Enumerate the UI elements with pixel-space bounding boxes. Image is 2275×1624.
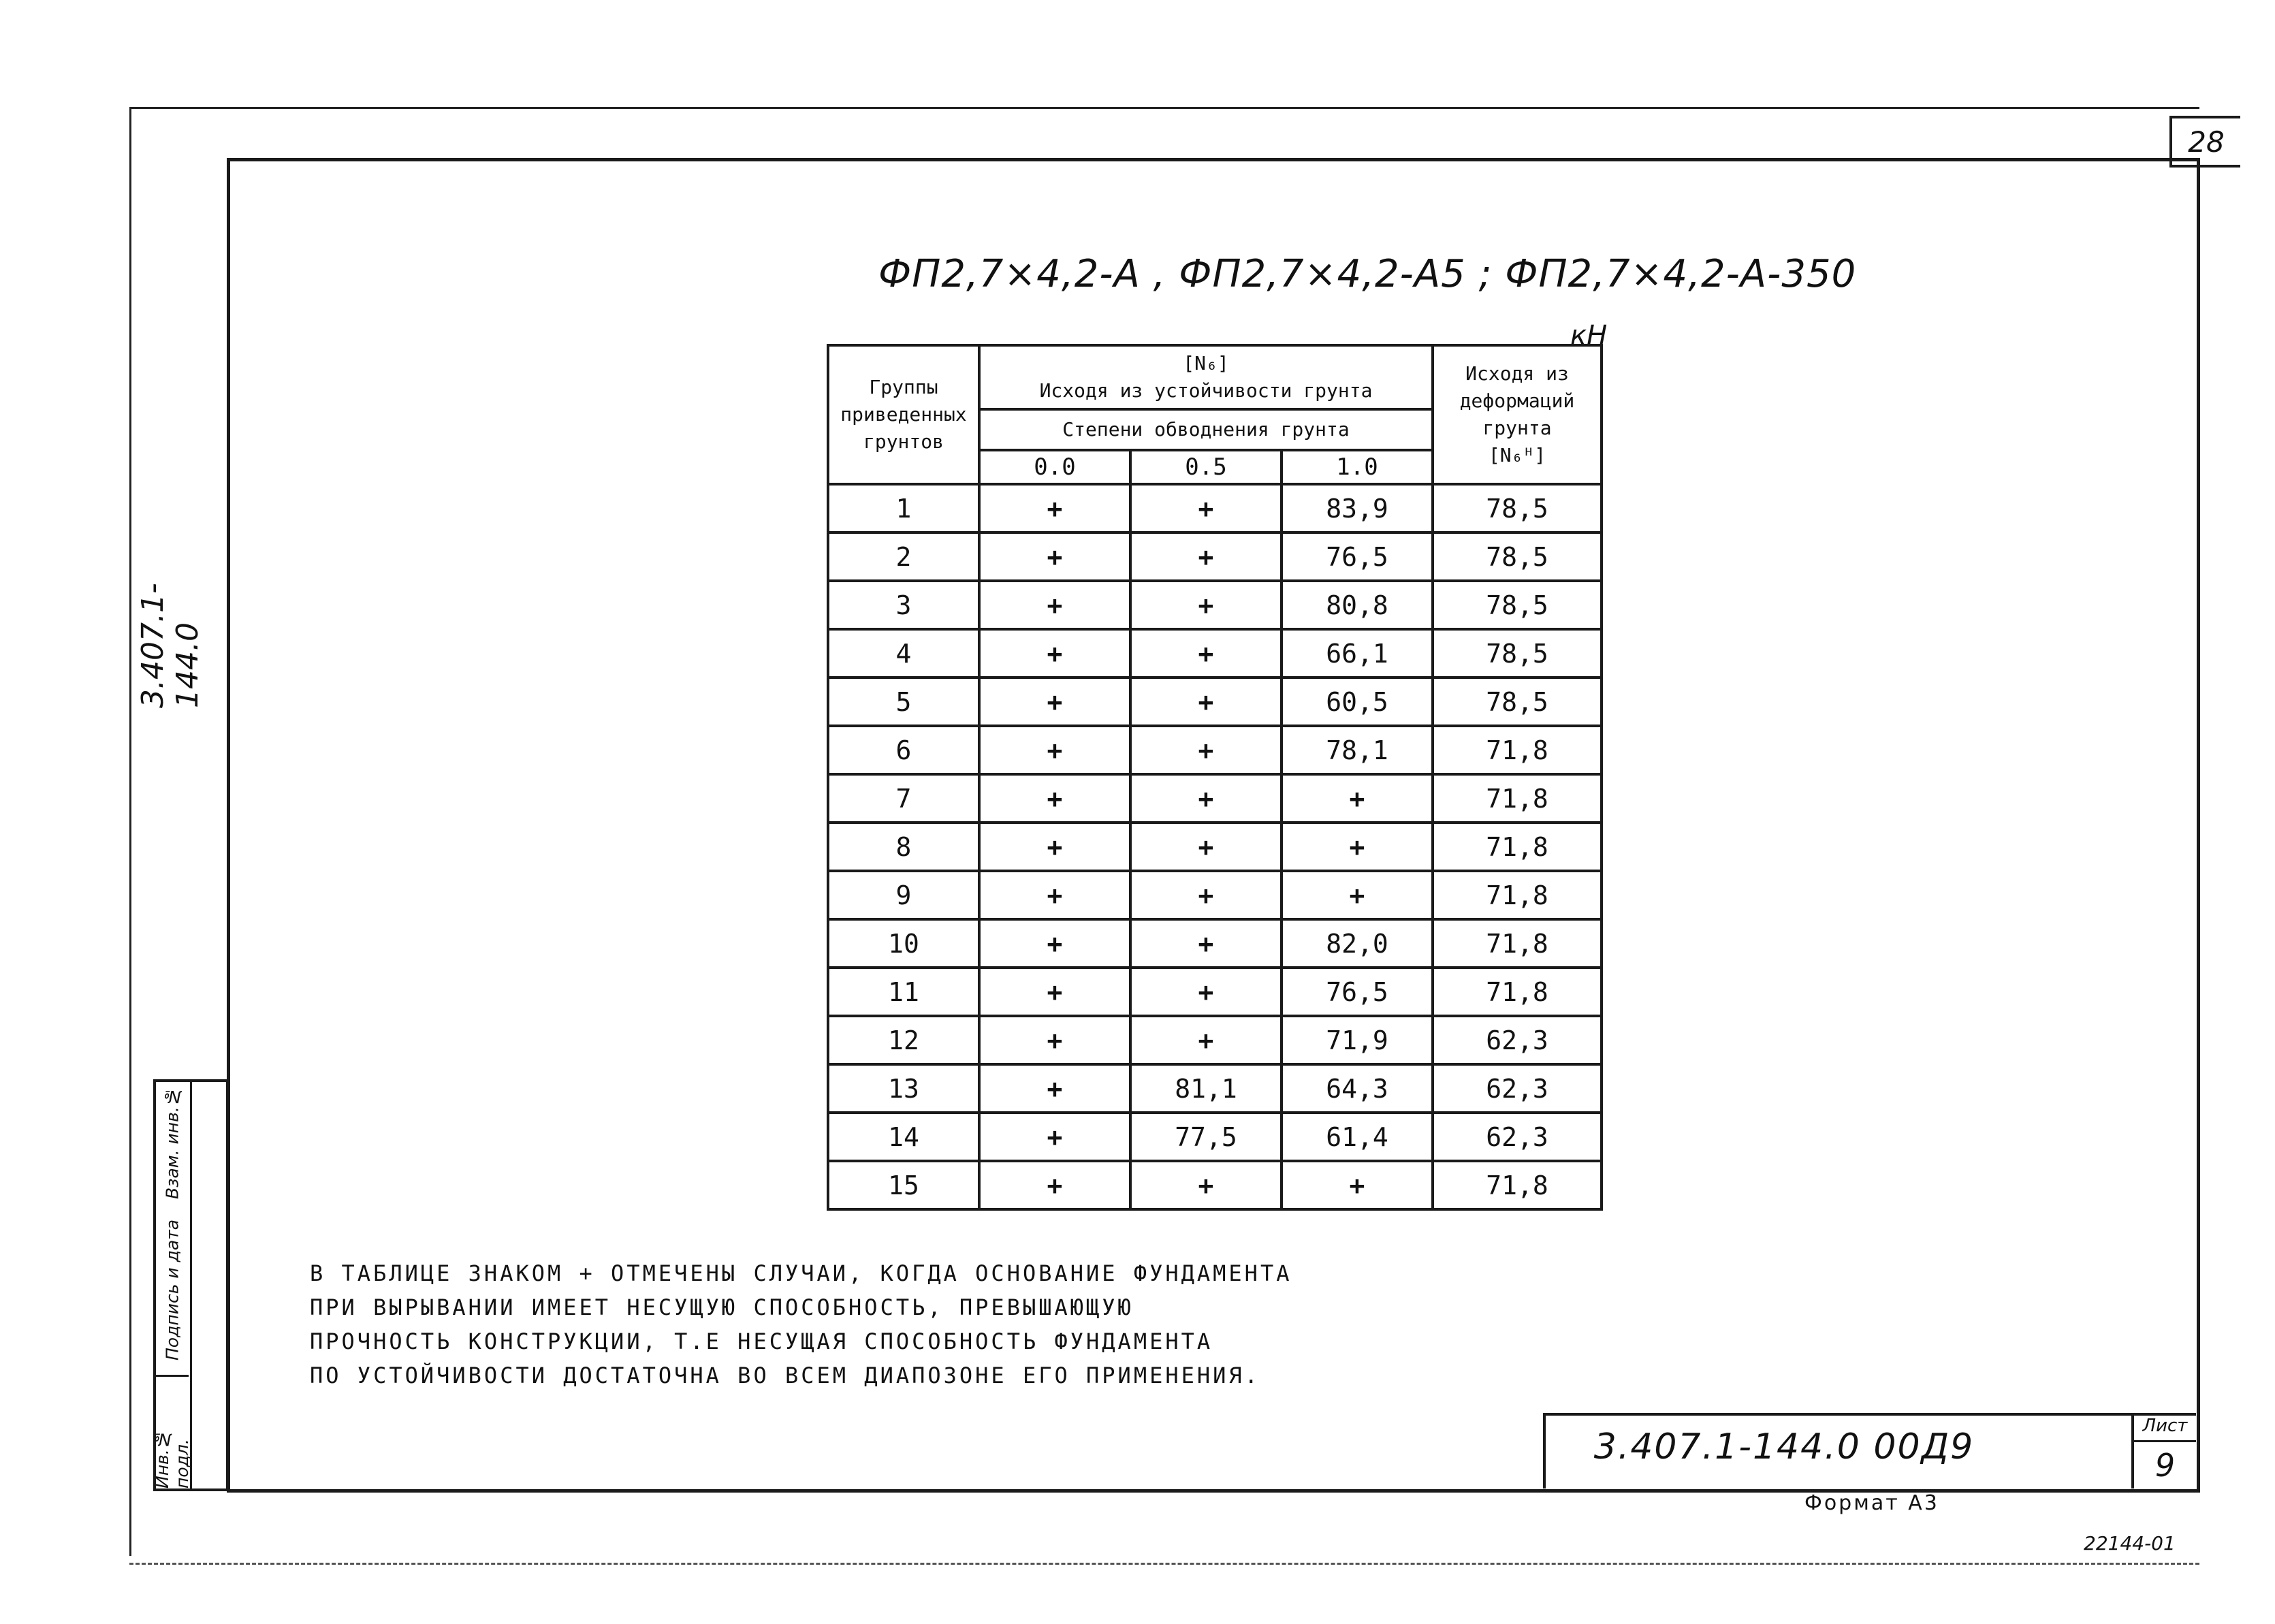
row-number: 6 [828,726,979,774]
value-10: 76,5 [1282,968,1433,1016]
value-10: 61,4 [1282,1113,1433,1161]
stamp-signature-date: Подпись и дата [156,1205,189,1377]
row-number: 4 [828,629,979,678]
value-deformation: 78,5 [1433,678,1602,726]
value-05: + [1130,968,1282,1016]
value-05: + [1130,532,1282,581]
value-00: + [979,581,1130,629]
value-00: + [979,823,1130,871]
value-10: + [1282,871,1433,919]
table-row [828,581,1602,629]
value-05: + [1130,871,1282,919]
value-deformation: 62,3 [1433,1016,1602,1064]
value-05: + [1130,774,1282,823]
value-00: + [979,1064,1130,1113]
row-number: 10 [828,919,979,968]
value-10: 78,1 [1282,726,1433,774]
header-stability [979,345,1433,409]
table-row [828,823,1602,871]
value-10: 66,1 [1282,629,1433,678]
note-line: ПО УСТОЙЧИВОСТИ ДОСТАТОЧНА ВО ВСЕМ ДИАПОЗОНЕ ЕГО ПРИМЕНЕНИЯ. [310,1363,1260,1388]
value-deformation: 71,8 [1433,919,1602,968]
header-deformation [1433,345,1602,484]
value-deformation: 62,3 [1433,1064,1602,1113]
value-05: + [1130,581,1282,629]
value-00: + [979,532,1130,581]
row-number: 8 [828,823,979,871]
value-deformation: 71,8 [1433,871,1602,919]
table-row [828,484,1602,532]
row-number: 1 [828,484,979,532]
deformation-text: Исходя из деформаций грунта [1459,362,1575,439]
value-00: + [979,726,1130,774]
value-00: + [979,484,1130,532]
header-watering: Степени обводнения грунта [979,409,1433,450]
stamp-original-inventory: Инв.№ подл. [156,1375,189,1491]
row-number: 7 [828,774,979,823]
table-row [828,1016,1602,1064]
value-10: + [1282,1161,1433,1209]
value-00: + [979,1113,1130,1161]
value-deformation: 62,3 [1433,1113,1602,1161]
row-number: 9 [828,871,979,919]
sheet-label: Лист [2134,1416,2196,1442]
value-deformation: 71,8 [1433,968,1602,1016]
table-row [828,629,1602,678]
value-00: + [979,678,1130,726]
value-deformation: 78,5 [1433,581,1602,629]
value-10: 83,9 [1282,484,1433,532]
row-number: 15 [828,1161,979,1209]
unit-label: кН [1570,320,1608,351]
value-05: 77,5 [1130,1113,1282,1161]
value-10: 80,8 [1282,581,1433,629]
sheet-border-left [129,107,131,1556]
sheet-border-bottom [129,1563,2199,1565]
stability-text: Исходя из устойчивости грунта [1039,379,1373,402]
value-05: 81,1 [1130,1064,1282,1113]
row-number: 2 [828,532,979,581]
row-number: 11 [828,968,979,1016]
corner-code: 22144-01 [2084,1532,2176,1555]
value-deformation: 71,8 [1433,1161,1602,1209]
stamp-replace-inventory: Взам. инв.№ [162,1087,182,1200]
row-number: 3 [828,581,979,629]
row-number: 14 [828,1113,979,1161]
value-00: + [979,919,1130,968]
value-05: + [1130,823,1282,871]
table-row [828,1113,1602,1161]
value-10: + [1282,823,1433,871]
value-05: + [1130,678,1282,726]
row-number: 13 [828,1064,979,1113]
value-deformation: 71,8 [1433,774,1602,823]
value-deformation: 78,5 [1433,484,1602,532]
value-10: 64,3 [1282,1064,1433,1113]
table-row [828,968,1602,1016]
value-deformation: 71,8 [1433,726,1602,774]
header-col-05: 0.5 [1130,450,1282,484]
value-deformation: 78,5 [1433,629,1602,678]
value-00: + [979,1161,1130,1209]
header-groups: Группы приведенных грунтов [828,345,979,484]
value-deformation: 71,8 [1433,823,1602,871]
row-number: 5 [828,678,979,726]
header-col-10: 1.0 [1282,450,1433,484]
approval-stamp [153,1079,229,1491]
document-code: 3.407.1-144.0 00Д9 [1593,1427,1975,1467]
sheet-cell [2131,1413,2196,1488]
value-10: 76,5 [1282,532,1433,581]
value-05: + [1130,629,1282,678]
note-line: ПРИ ВЫРЫВАНИИ ИМЕЕТ НЕСУЩУЮ СПОСОБНОСТЬ, ПРЕВЫШАЮЩУЮ [310,1294,1134,1320]
row-number: 12 [828,1016,979,1064]
note-line: В ТАБЛИЦЕ ЗНАКОМ + ОТМЕЧЕНЫ СЛУЧАИ, КОГДА ОСНОВАНИЕ ФУНДАМЕНТА [310,1260,1292,1286]
table-row [828,919,1602,968]
deformation-symbol: [N₆ᴴ] [1488,444,1546,466]
page-number: 28 [2169,116,2240,168]
paper-format: Формат А3 [1804,1491,1939,1515]
value-00: + [979,629,1130,678]
side-document-code: 3.407.1-144.0 [136,583,205,708]
table-row [828,678,1602,726]
value-10: 71,9 [1282,1016,1433,1064]
value-10: 60,5 [1282,678,1433,726]
drawing-title: ФП2,7×4,2-А , ФП2,7×4,2-А5 ; ФП2,7×4,2-А-350 [878,252,1857,296]
table-row [828,774,1602,823]
value-10: 82,0 [1282,919,1433,968]
value-00: + [979,774,1130,823]
sheet-border-top [129,107,2199,109]
nb-symbol: [N₆] [1183,352,1229,375]
value-00: + [979,871,1130,919]
note-line: ПРОЧНОСТЬ КОНСТРУКЦИИ, Т.Е НЕСУЩАЯ СПОСОБНОСТЬ ФУНДАМЕНТА [310,1328,1213,1354]
value-00: + [979,1016,1130,1064]
header-col-00: 0.0 [979,450,1130,484]
sheet-number: 9 [2154,1447,2176,1484]
value-05: + [1130,484,1282,532]
table-row [828,532,1602,581]
table-row [828,1064,1602,1113]
value-05: + [1130,726,1282,774]
value-deformation: 78,5 [1433,532,1602,581]
table-row [828,871,1602,919]
table-note [310,1256,1604,1392]
value-05: + [1130,919,1282,968]
load-capacity-table [827,344,1603,1211]
value-05: + [1130,1161,1282,1209]
value-10: + [1282,774,1433,823]
value-00: + [979,968,1130,1016]
table-row [828,726,1602,774]
table-row [828,1161,1602,1209]
value-05: + [1130,1016,1282,1064]
